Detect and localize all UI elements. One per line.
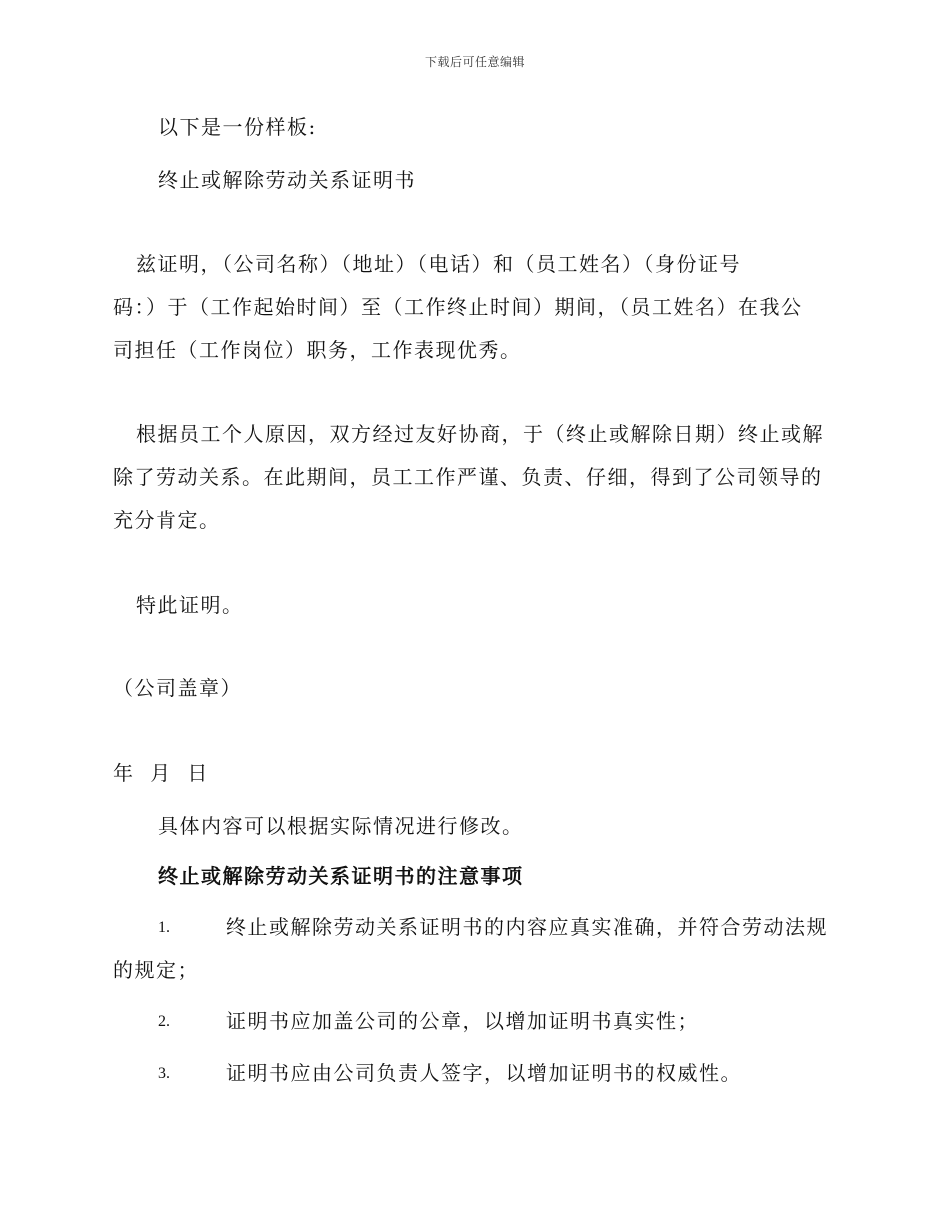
paragraph-1-line-2: 码：）于（工作起始时间）至（工作终止时间）期间，（员工姓名）在我公	[113, 295, 803, 319]
paragraph-1-line-1: 兹证明，（公司名称）（地址）（电话）和（员工姓名）（身份证号	[136, 252, 741, 276]
paragraph-2-line-3: 充分肯定。	[113, 508, 221, 532]
notes-heading: 终止或解除劳动关系证明书的注意事项	[158, 864, 524, 888]
note-1-continuation: 的规定；	[113, 958, 199, 982]
certify-text: 特此证明。	[136, 593, 244, 617]
note-3-number: 3.	[158, 1065, 170, 1082]
note-1-number: 1.	[158, 919, 170, 936]
page-header: 下载后可任意编辑	[424, 55, 525, 69]
modify-note: 具体内容可以根据实际情况进行修改。	[158, 814, 524, 838]
paragraph-1-line-3: 司担任（工作岗位）职务，工作表现优秀。	[113, 338, 522, 362]
paragraph-2-line-2: 除了劳动关系。在此期间，员工工作严谨、负责、仔细，得到了公司领导的	[113, 465, 823, 489]
paragraph-2-line-1: 根据员工个人原因，双方经过友好协商，于（终止或解除日期）终止或解	[136, 422, 824, 446]
company-seal-text: （公司盖章）	[113, 676, 242, 700]
note-3-text: 证明书应由公司负责人签字，以增加证明书的权威性。	[226, 1061, 742, 1085]
document-title: 终止或解除劳动关系证明书	[158, 168, 416, 192]
note-1-text: 终止或解除劳动关系证明书的内容应真实准确，并符合劳动法规	[226, 915, 828, 939]
date-line: 年 月 日	[113, 761, 209, 785]
note-2-text: 证明书应加盖公司的公章，以增加证明书真实性；	[226, 1009, 699, 1033]
note-2-number: 2.	[158, 1013, 170, 1030]
intro-text: 以下是一份样板:	[158, 115, 317, 139]
